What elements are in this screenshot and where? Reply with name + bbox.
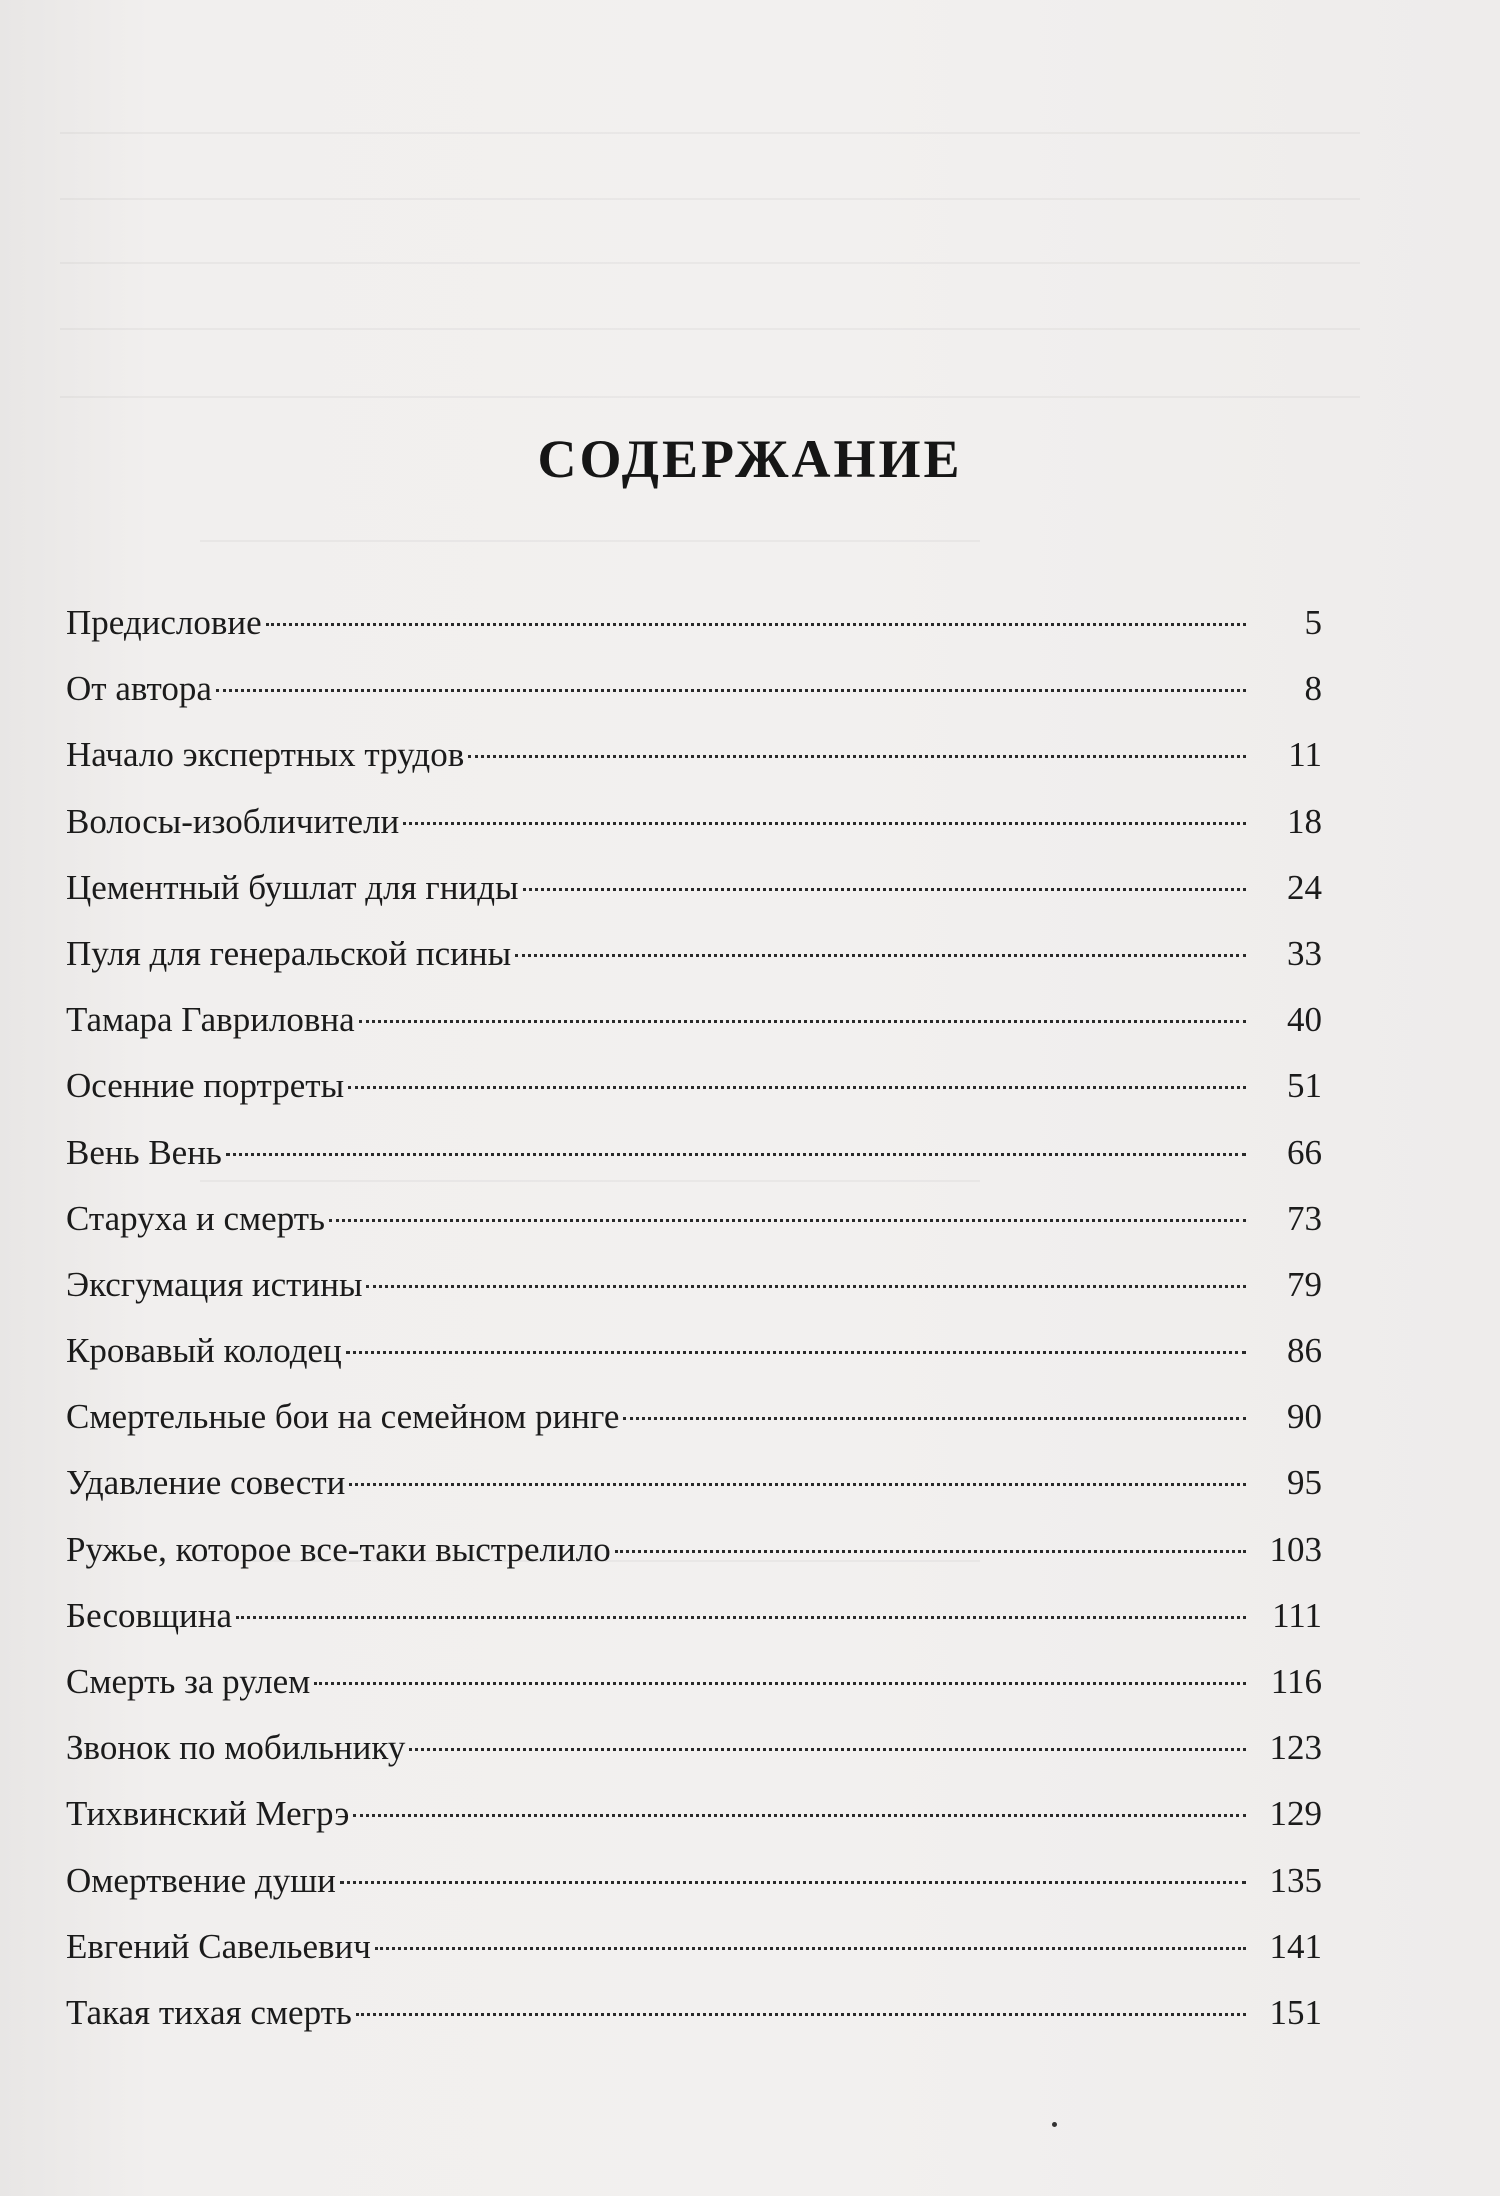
dot-leader <box>403 822 1246 825</box>
toc-entry-page: 8 <box>1304 669 1322 709</box>
bleed-through-line <box>60 396 1360 398</box>
dot-leader <box>236 1616 1246 1619</box>
toc-entry <box>66 1450 1322 1516</box>
toc-entry-page: 141 <box>1269 1926 1322 1966</box>
toc-entry-title: Тихвинский Мегрэ <box>66 1794 350 1834</box>
toc-entry <box>66 1186 1322 1252</box>
dot-leader <box>353 1814 1246 1817</box>
toc-entry-title: Волосы-изобличители <box>66 801 400 841</box>
dot-leader <box>359 1020 1246 1023</box>
toc-entry-title: Вень Вень <box>66 1132 222 1172</box>
toc-entry <box>66 1120 1322 1186</box>
toc-entry-title: Смерть за рулем <box>66 1662 311 1701</box>
toc-entry-title: Пуля для генеральской псины <box>66 933 512 973</box>
toc-entry <box>66 1252 1322 1318</box>
toc-entry-title: Предисловие <box>66 603 262 642</box>
dot-leader <box>623 1417 1246 1420</box>
dot-leader <box>348 1086 1246 1089</box>
toc-entry-title: Кровавый колодец <box>66 1331 342 1371</box>
toc-entry-title: Тамара Гавриловна <box>66 1000 355 1040</box>
dot-leader <box>409 1748 1246 1751</box>
dot-leader <box>346 1351 1246 1354</box>
bleed-through-line <box>60 328 1360 330</box>
dot-leader <box>515 954 1246 957</box>
toc-entry-title: Ружье, которое все-таки выстрелило <box>66 1529 611 1569</box>
toc-entry-page: 40 <box>1287 1000 1322 1040</box>
toc-entry <box>66 1715 1322 1781</box>
page-title: СОДЕРЖАНИЕ <box>537 429 963 489</box>
bleed-through-line <box>60 262 1360 264</box>
toc-entry <box>66 855 1322 921</box>
toc-entry-page: 90 <box>1287 1397 1322 1437</box>
toc-entry <box>66 722 1322 788</box>
toc-entry <box>66 921 1322 987</box>
dot-leader <box>314 1682 1246 1685</box>
toc-entry-page: 79 <box>1287 1264 1322 1304</box>
dot-leader <box>226 1153 1246 1156</box>
toc-entry-title: Смертельные бои на семейном ринге <box>66 1397 620 1437</box>
dot-leader <box>340 1881 1246 1884</box>
dot-leader <box>468 755 1246 758</box>
toc-entry-title: Удавление совести <box>66 1463 346 1503</box>
print-speck <box>1052 2122 1057 2127</box>
toc-entry <box>66 1384 1322 1450</box>
toc-entry-title: Евгений Савельевич <box>66 1926 371 1966</box>
toc-entry <box>66 1781 1322 1847</box>
toc-entry-page: 51 <box>1287 1066 1322 1106</box>
toc-entry-page: 11 <box>1288 735 1322 775</box>
toc-entry <box>66 656 1322 722</box>
dot-leader <box>366 1285 1246 1288</box>
toc-entry-title: От автора <box>66 669 212 709</box>
toc-entry <box>66 1649 1322 1715</box>
toc-entry-page: 103 <box>1269 1529 1322 1569</box>
toc-entry-title: Такая тихая смерть <box>66 1992 352 2032</box>
bleed-through-line <box>60 198 1360 200</box>
toc-entry-page: 111 <box>1272 1595 1322 1635</box>
toc-entry <box>66 1848 1322 1914</box>
toc-entry-page: 151 <box>1269 1992 1322 2032</box>
dot-leader <box>523 888 1246 891</box>
toc-entry-title: Звонок по мобильнику <box>66 1728 406 1768</box>
toc-entry-page: 123 <box>1269 1728 1322 1768</box>
toc-entry-title: Старуха и смерть <box>66 1198 325 1238</box>
toc-entry <box>66 1914 1322 1980</box>
toc-entry-page: 66 <box>1287 1132 1322 1172</box>
toc-entry-page: 73 <box>1287 1198 1322 1238</box>
dot-leader <box>329 1219 1246 1222</box>
toc-entry-title: Эксгумация истины <box>66 1264 363 1304</box>
toc-entry-page: 129 <box>1269 1794 1322 1834</box>
toc-entry <box>66 1318 1322 1384</box>
dot-leader <box>266 623 1246 626</box>
toc-entry <box>66 789 1322 855</box>
dot-leader <box>615 1550 1246 1553</box>
toc-entry-page: 135 <box>1269 1860 1322 1900</box>
toc-entry-page: 5 <box>1304 603 1322 642</box>
bleed-through-line <box>60 132 1360 134</box>
toc-entry-title: Бесовщина <box>66 1595 233 1635</box>
dot-leader <box>349 1483 1246 1486</box>
toc-entry <box>66 1053 1322 1119</box>
toc-entry-page: 33 <box>1287 933 1322 973</box>
toc-entry <box>66 987 1322 1053</box>
toc-entry-page: 95 <box>1287 1463 1322 1503</box>
toc-entry-title: Осенние портреты <box>66 1066 345 1106</box>
toc-entry-page: 86 <box>1287 1331 1322 1371</box>
toc-entry-page: 116 <box>1270 1662 1322 1701</box>
toc-entry-page: 18 <box>1287 801 1322 841</box>
dot-leader <box>216 689 1246 692</box>
toc-entry-title: Начало экспертных трудов <box>66 735 465 775</box>
toc-entry-title: Цементный бушлат для гниды <box>66 867 519 907</box>
toc-entry <box>66 590 1322 656</box>
toc-entry <box>66 1980 1322 2046</box>
bleed-through-line <box>200 540 980 542</box>
dot-leader <box>375 1947 1246 1950</box>
toc-entry-page: 24 <box>1287 867 1322 907</box>
toc-entry <box>66 1583 1322 1649</box>
toc-entry-title: Омертвение души <box>66 1860 336 1900</box>
dot-leader <box>356 2013 1246 2016</box>
toc-entry <box>66 1517 1322 1583</box>
table-of-contents <box>66 590 1322 2046</box>
